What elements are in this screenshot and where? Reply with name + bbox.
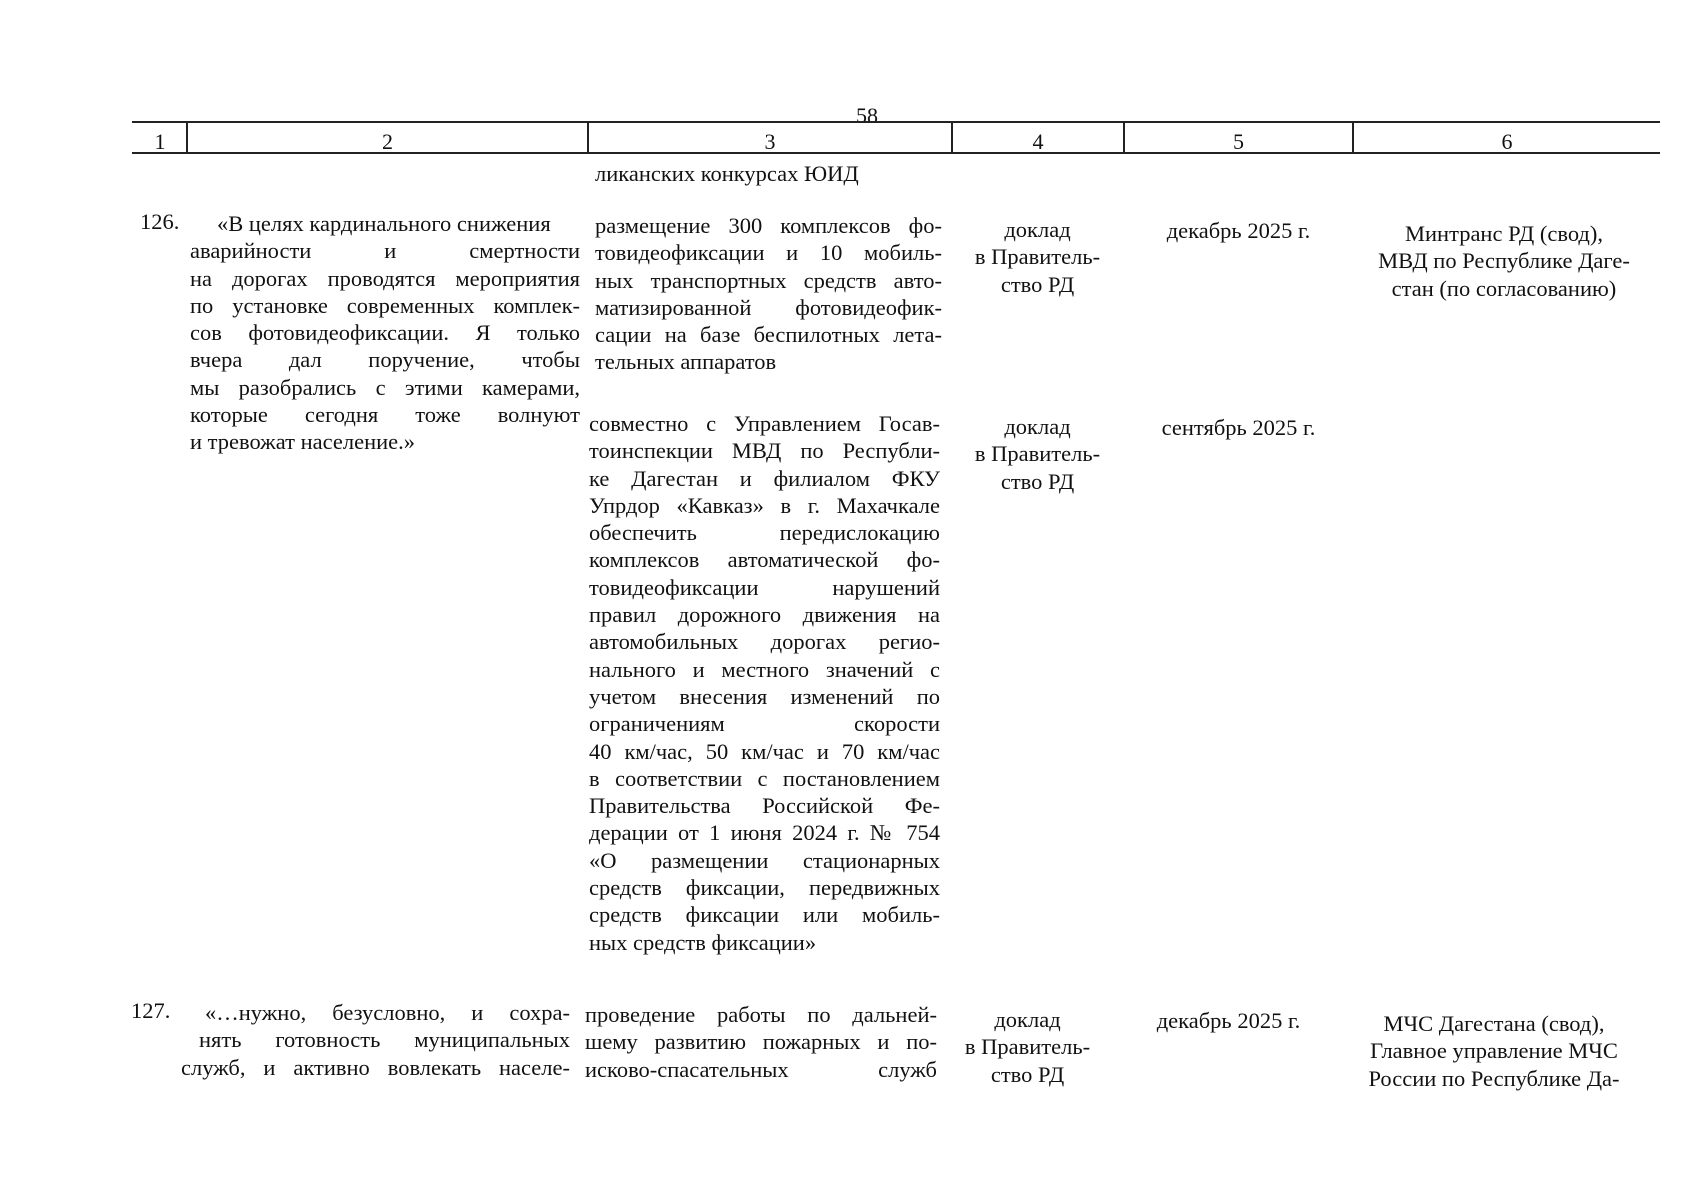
- quote-line: которые сегодня тоже волнуют: [190, 402, 580, 428]
- measure-line: Правительства Российской Фе-: [589, 793, 940, 819]
- measure-line: учетом внесения изменений по: [589, 683, 940, 709]
- header-top-rule: [132, 121, 1660, 123]
- measure-line: в соответствии с постановлением: [589, 765, 940, 791]
- header-col-3: 3: [764, 129, 776, 154]
- report-line: в Правитель-: [964, 1034, 1091, 1060]
- report-form: [955, 216, 1120, 298]
- page-number: 58: [856, 103, 878, 128]
- responsible-line: Минтранс РД (свод),: [1405, 221, 1603, 246]
- responsible: [1354, 220, 1654, 302]
- responsible-line: Главное управление МЧС: [1370, 1038, 1618, 1064]
- responsible-line: России по Республике Да-: [1368, 1065, 1620, 1091]
- measure-line: обеспечить передислокацию: [589, 520, 940, 546]
- quote-text: [181, 999, 570, 1081]
- quote-line: служб, и активно вовлекать населе-: [181, 1054, 570, 1080]
- responsible-line: стан (по согласованию): [1391, 275, 1617, 301]
- measure-line: шему развитию пожарных и по-: [585, 1029, 937, 1055]
- measure-line: ных средств фиксации»: [589, 929, 817, 955]
- report-form: [945, 1006, 1110, 1088]
- continuation-text: ликанских конкурсах ЮИД: [595, 161, 859, 186]
- measure-line: тоинспекции МВД по Республи-: [589, 438, 940, 464]
- measure-text: [585, 1001, 937, 1083]
- measure-line: товидеофиксации и 10 мобиль-: [595, 240, 942, 266]
- report-line: ство РД: [1000, 271, 1075, 297]
- responsible: [1344, 1010, 1644, 1092]
- measure-line: размещение 300 комплексов фо-: [595, 213, 942, 238]
- measure-line: проведение работы по дальней-: [585, 1002, 937, 1027]
- measure-line: нального и местного значений с: [589, 656, 940, 682]
- responsible-line: МЧС Дагестана (свод),: [1383, 1011, 1605, 1036]
- measure-line: дерации от 1 июня 2024 г. № 754: [589, 820, 940, 846]
- measure-line: средств фиксации, передвижных: [589, 875, 940, 901]
- measure-line: тельных аппаратов: [595, 349, 777, 375]
- row-number: 127.: [131, 998, 171, 1023]
- header-col-4: 4: [1032, 129, 1044, 154]
- deadline: сентябрь 2025 г.: [1161, 415, 1316, 440]
- measure-line: товидеофиксации нарушений: [589, 574, 940, 600]
- measure-line: комплексов автоматической фо-: [589, 547, 940, 573]
- quote-line: вчера дал поручение, чтобы: [190, 347, 580, 373]
- header-col-2: 2: [382, 129, 393, 154]
- header-col-6: 6: [1501, 129, 1513, 154]
- measure-line: матизированной фотовидеофик-: [595, 294, 942, 320]
- header-col-5: 5: [1233, 129, 1244, 154]
- measure-line: совместно с Управлением Госав-: [589, 411, 940, 436]
- measure-line: средств фиксации или мобиль-: [589, 902, 940, 928]
- measure-text: [589, 410, 940, 956]
- measure-line: ке Дагестан и филиалом ФКУ: [589, 465, 940, 491]
- header-col-1: 1: [154, 129, 166, 154]
- responsible-line: МВД по Республике Даге-: [1378, 248, 1630, 274]
- quote-line: на дорогах проводятся мероприятия: [190, 265, 580, 291]
- measure-line: «О размещении стационарных: [589, 847, 940, 873]
- deadline: декабрь 2025 г.: [1156, 1008, 1301, 1033]
- report-form: [955, 413, 1120, 495]
- measure-line: ных транспортных средств авто-: [595, 267, 942, 293]
- measure-line: Упрдор «Кавказ» в г. Махачкале: [589, 492, 940, 518]
- quote-line: по установке современных комплек-: [190, 292, 580, 318]
- quote-line: нять готовность муниципальных: [199, 1027, 570, 1053]
- quote-text: [190, 210, 580, 456]
- measure-line: 40 км/час, 50 км/час и 70 км/час: [589, 738, 940, 764]
- report-line: ство РД: [990, 1061, 1065, 1087]
- report-line: доклад: [1004, 414, 1071, 439]
- deadline: декабрь 2025 г.: [1166, 218, 1311, 243]
- row-number: 126.: [140, 209, 180, 234]
- measure-line: правил дорожного движения на: [589, 602, 940, 628]
- report-line: в Правитель-: [974, 441, 1101, 467]
- quote-line: «В целях кардинального снижения: [217, 211, 551, 236]
- report-line: в Правитель-: [974, 244, 1101, 270]
- quote-line: «…нужно, безусловно, и сохра-: [205, 1000, 570, 1025]
- report-line: ство РД: [1000, 468, 1075, 494]
- quote-line: аварийности и смертности: [190, 238, 580, 264]
- measure-line: ограничениям скорости: [589, 711, 940, 737]
- measure-line: сации на базе беспилотных лета-: [595, 322, 942, 348]
- measure-line: исково-спасательных служб: [585, 1056, 937, 1082]
- quote-line: сов фотовидеофиксации. Я только: [190, 320, 580, 346]
- quote-line: мы разобрались с этими камерами,: [190, 374, 580, 400]
- measure-line: автомобильных дорогах регио-: [589, 629, 940, 655]
- measure-text: [595, 212, 942, 376]
- report-line: доклад: [1004, 217, 1071, 242]
- report-line: доклад: [994, 1007, 1061, 1032]
- quote-line: и тревожат население.»: [190, 429, 416, 455]
